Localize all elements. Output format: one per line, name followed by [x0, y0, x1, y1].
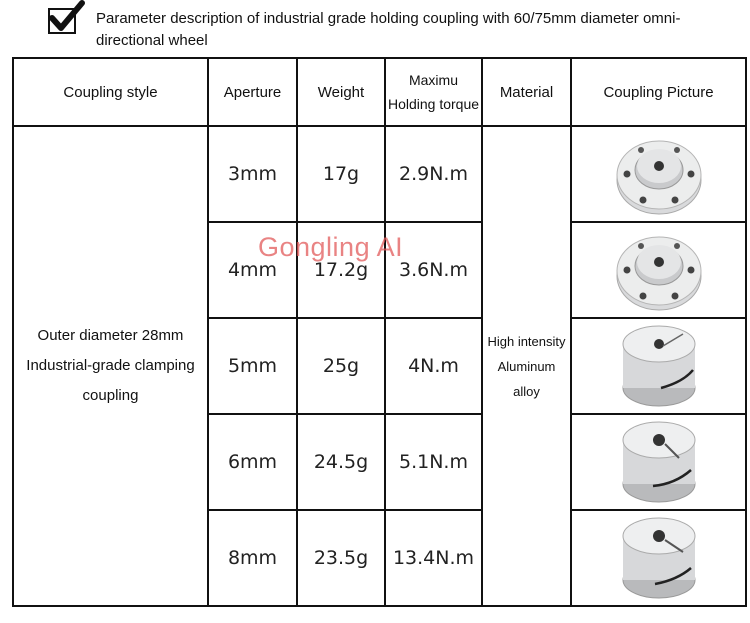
material-line: High intensity [487, 333, 566, 349]
aperture-cell: 6mm [208, 414, 297, 510]
col-header-torque-line1: Maximu [408, 72, 458, 88]
picture-cell [571, 126, 746, 222]
style-line: coupling [82, 387, 139, 404]
picture-cell [571, 414, 746, 510]
col-header-weight: Weight [297, 58, 385, 126]
torque-cell: 5.1N.m [385, 414, 482, 510]
clamp-coupling-image [613, 514, 705, 602]
spec-table [12, 57, 747, 607]
weight-cell: 17.2g [297, 222, 385, 318]
picture-cell [571, 510, 746, 606]
torque-cell: 3.6N.m [385, 222, 482, 318]
page-title: Parameter description of industrial grade holding coupling with 60/75mm diameter omni-directional wheel [96, 10, 681, 49]
weight-cell: 24.5g [297, 414, 385, 510]
checkbox [48, 8, 76, 34]
clamp-coupling-image [613, 322, 705, 410]
aperture-cell: 3mm [208, 126, 297, 222]
style-line: Industrial-grade clamping [26, 357, 195, 374]
torque-cell: 4N.m [385, 318, 482, 414]
col-header-torque [385, 58, 482, 126]
picture-cell [571, 318, 746, 414]
table-header-row [13, 58, 746, 126]
watermark: Gongling AI [258, 232, 404, 262]
col-header-aperture: Aperture [208, 58, 297, 126]
torque-cell: 13.4N.m [385, 510, 482, 606]
table-row [13, 126, 746, 222]
weight-cell: 23.5g [297, 510, 385, 606]
header [0, 0, 750, 56]
material-line: alloy [513, 383, 540, 399]
style-line: Outer diameter 28mm [37, 327, 184, 344]
col-header-picture: Coupling Picture [571, 58, 746, 126]
clamp-coupling-image [613, 418, 705, 506]
picture-cell [571, 222, 746, 318]
col-header-material: Material [482, 58, 571, 126]
aperture-cell: 8mm [208, 510, 297, 606]
torque-cell: 2.9N.m [385, 126, 482, 222]
flanged-coupling-image [613, 130, 705, 218]
material-line: Aluminum [497, 358, 556, 374]
aperture-cell: 5mm [208, 318, 297, 414]
weight-cell: 17g [297, 126, 385, 222]
aperture-cell: 4mm [208, 222, 297, 318]
flanged-coupling-image [613, 226, 705, 314]
col-header-style: Coupling style [13, 58, 208, 126]
weight-cell: 25g [297, 318, 385, 414]
material-cell [482, 126, 571, 606]
coupling-style-cell [13, 126, 208, 606]
checkmark-icon [46, 0, 86, 38]
col-header-torque-line2: Holding torque [387, 96, 480, 112]
